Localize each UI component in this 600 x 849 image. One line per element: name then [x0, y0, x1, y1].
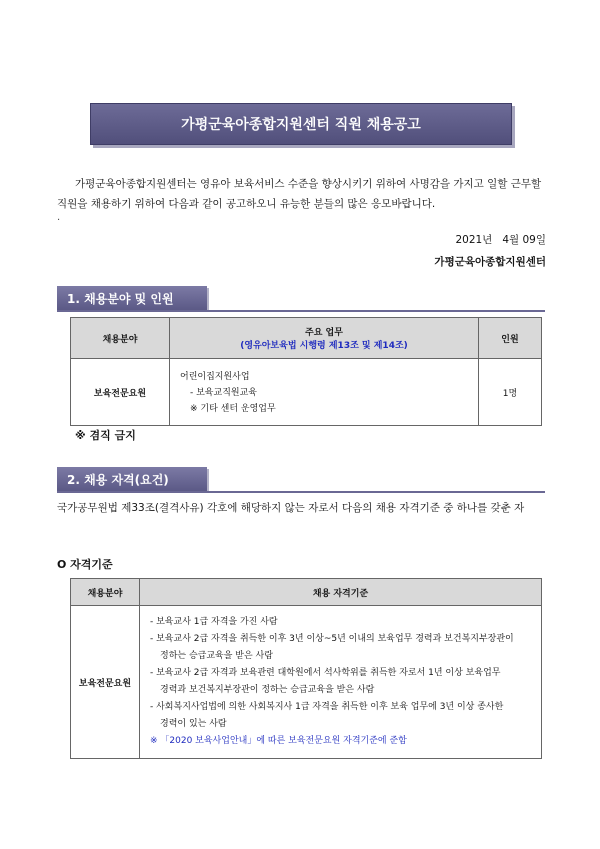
positions-table-header [71, 318, 542, 359]
duty-line: 어린이집지원사업 [180, 372, 250, 382]
criteria-header-field: 채용분야 [71, 579, 140, 606]
duty-line: - 보육교직원교육 [190, 388, 257, 398]
criteria-line: - 보육교사 1급 자격을 가진 사람 [150, 617, 278, 627]
criteria-line: - 보육교사 2급 자격을 취득한 이후 3년 이상~5년 이내의 보육업무 경력과 보건복지부장관이 [150, 634, 514, 644]
criteria-table-header [71, 579, 542, 606]
table-row [71, 606, 542, 759]
row-count: 1명 [479, 359, 542, 426]
intro-paragraph: 가평군육아종합지원센터는 영유아 보육서비스 수준을 향상시키기 위하여 사명감을 가지고 일할 근무할 직원을 채용하기 위하여 다음과 같이 공고하오니 유능한 분들의 많은 응모바랍니다. [57, 178, 542, 210]
duty-line: ※ 기타 센터 운영업무 [190, 404, 276, 414]
section-1-heading: 1. 채용분야 및 인원 [57, 286, 207, 310]
no-side-job-note: ※ 겸직 금지 [75, 429, 136, 442]
qualification-text: 국가공무원법 제33조(결격사유) 각호에 해당하지 않는 자로서 다음의 채용 자격기준 중 하나를 갖춘 자 [57, 502, 525, 514]
page-title: 가평군육아종합지원센터 직원 채용공고 [90, 103, 512, 145]
row-field: 보육전문요원 [71, 359, 170, 426]
row-duty [170, 359, 479, 426]
criteria-table [70, 578, 542, 759]
section-2-heading: 2. 채용 자격(요건) [57, 467, 207, 491]
organization-name: 가평군육아종합지원센터 [434, 256, 546, 268]
stray-dot: . [57, 212, 61, 223]
section-1-rule [57, 310, 545, 312]
header-field: 채용분야 [71, 318, 170, 359]
criteria-row-field: 보육전문요원 [71, 606, 140, 759]
posting-date: 2021년 4월 09일 [455, 234, 546, 246]
criteria-line: 정하는 승급교육을 받은 사람 [160, 651, 273, 661]
criteria-header-criteria: 채용 자격기준 [140, 579, 542, 606]
criteria-row-lines [140, 606, 542, 759]
header-duty-note: (영유아보육법 시행령 제13조 및 제14조) [240, 341, 408, 351]
header-duty [170, 318, 479, 359]
criteria-heading: O 자격기준 [57, 558, 113, 571]
criteria-line: 경력이 있는 사람 [160, 719, 227, 729]
section-2-rule [57, 491, 545, 493]
criteria-line: ※ 「2020 보육사업안내」에 따른 보육전문요원 자격기준에 준함 [150, 736, 407, 746]
header-duty-label: 주요 업무 [305, 328, 343, 338]
table-row [71, 359, 542, 426]
header-count: 인원 [479, 318, 542, 359]
positions-table [70, 317, 542, 426]
criteria-line: - 사회복지사업법에 의한 사회복지사 1급 자격을 취득한 이후 보육 업무에 3년 이상 종사한 [150, 702, 504, 712]
criteria-line: 경력과 보건복지부장관이 정하는 승급교육을 받은 사람 [160, 685, 375, 695]
criteria-line: - 보육교사 2급 자격과 보육관련 대학원에서 석사학위를 취득한 자로서 1년 이상 보육업무 [150, 668, 501, 678]
